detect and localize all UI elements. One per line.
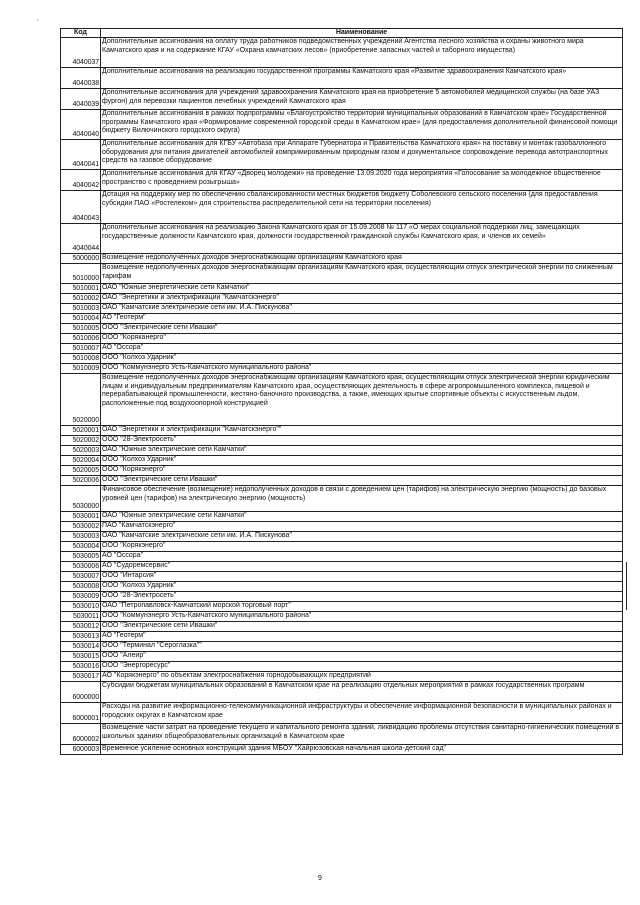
row-code: 4040037 [61,38,101,68]
table-row [61,672,623,682]
corner-mark: ' [37,20,39,26]
table-row [61,224,623,254]
table-row [61,68,623,89]
row-name: Дополнительные ассигнования на реализацию Закона Камчатского края от 15.09.2008 № 117 «О мерах социальной поддержки лиц, замещающих государственные должности Камчатского края, должности государственной гражданской службы Камчатского края, и членов их семей» [101,224,623,254]
row-name: ООО "Электрические сети Ивашки" [101,622,623,632]
row-code: 5030010 [61,602,101,612]
row-code: 5020005 [61,466,101,476]
row-code: 5000000 [61,254,101,264]
table-row [61,254,623,264]
table-row [61,552,623,562]
row-name: Возмещение части затрат на проведение текущего и капитального ремонта зданий, ликвидацию проблемы отсутствия санитарно-гигиенических помещений в школьных зданиях общеобразовательных организаций в Камчатском крае [101,724,623,745]
row-code: 6000002 [61,724,101,745]
row-name: Финансовое обеспечение (возмещение) недополученных доходов в связи с доведением цен (тарифов) на электрическую энергию (мощность) до базовых уровней цен (тарифов) на электрическую энергию (мощность) [101,486,623,512]
table-row [61,304,623,314]
row-name: Субсидии бюджетам муниципальных образований в Камчатском крае на реализацию отдельных мероприятий в рамках государственных программ [101,682,623,703]
row-code: 5030017 [61,672,101,682]
row-code: 5030004 [61,542,101,552]
table-row [61,374,623,426]
row-name: Дополнительные ассигнования для КГАУ «Дворец молодежи» на проведение 13.09.2020 года мероприятия «Голосование за молодежное общественное пространство с проведением розыгрыша» [101,170,623,191]
table-row [61,572,623,582]
row-code: 4040043 [61,191,101,224]
row-name: ООО "Корякэнерго" [101,542,623,552]
table-row [61,191,623,224]
row-name: ОАО "Южные электрические сети Камчатки" [101,446,623,456]
row-code: 4040040 [61,110,101,140]
table-row [61,456,623,466]
row-code: 6000000 [61,682,101,703]
row-code: 5030015 [61,652,101,662]
table-row [61,522,623,532]
row-code: 5010004 [61,314,101,324]
table-row [61,652,623,662]
row-name: ООО "Корякэнерго" [101,466,623,476]
row-name: ООО "28-Электросеть" [101,592,623,602]
row-code: 5020004 [61,456,101,466]
row-name: ООО "Коммунэнерго Усть-Камчатского муниципального района" [101,364,623,374]
row-code: 5030006 [61,562,101,572]
table-row [61,89,623,110]
row-code: 6000001 [61,703,101,724]
table-row [61,532,623,542]
row-code: 5030005 [61,552,101,562]
row-name: ООО "Энергоресурс" [101,662,623,672]
row-code: 5030000 [61,486,101,512]
table-row [61,314,623,324]
row-name: АО "Оссора" [101,344,623,354]
table-row [61,264,623,284]
row-name: АО "Геотерм" [101,632,623,642]
header-row [61,29,623,38]
row-code: 5010009 [61,364,101,374]
table-row [61,724,623,745]
row-code: 5020006 [61,476,101,486]
row-name: АО "Корякэнерго" по объектам электроснабжения горнодобывающих предприятий [101,672,623,682]
table-row [61,436,623,446]
row-code: 5010005 [61,324,101,334]
table-row [61,110,623,140]
row-code: 5030003 [61,532,101,542]
table-row [61,622,623,632]
row-code: 5030001 [61,512,101,522]
row-name: ОАО "Южные энергетические сети Камчатки" [101,284,623,294]
row-code: 5030002 [61,522,101,532]
row-name: Дополнительные ассигнования для КГБУ «Автобаза при Аппарате Губернатора и Правительства Камчатского края» на поставку и монтаж газобаллонного оборудования для питания двигателей автомобилей компримированным природным газом и документальное сопровождение перевода автотранспортных средств на газовое оборудование [101,140,623,170]
table-row [61,38,623,68]
row-name: Дополнительные ассигнования на оплату труда работников подведомственных учреждений Агентства лесного хозяйства и охраны животного мира Камчатского края и на содержание КГАУ «Охрана камчатских лесов» (приобретение запасных частей и таборного имущества) [101,38,623,68]
row-code: 5030016 [61,662,101,672]
row-code: 5010000 [61,264,101,284]
row-name: ООО "Электрические сети Ивашки" [101,324,623,334]
page-number: 9 [318,875,322,882]
row-code: 5030009 [61,592,101,602]
row-code: 5010001 [61,284,101,294]
table-row [61,486,623,512]
row-name: ОАО "Энергетики и электрификации "Камчатскэнерго"" [101,426,623,436]
row-code: 5030012 [61,622,101,632]
row-name: ОАО "Камчатские электрические сети им. И.А. Пискунова" [101,304,623,314]
row-name: ООО "Алеир" [101,652,623,662]
table-row [61,632,623,642]
row-code: 5010006 [61,334,101,344]
table-row [61,602,623,612]
row-code: 5020002 [61,436,101,446]
table-row [61,294,623,304]
table-row [61,582,623,592]
table-row [61,324,623,334]
row-code: 6000003 [61,745,101,755]
table-row [61,662,623,672]
row-code: 5010007 [61,344,101,354]
table-row [61,334,623,344]
table-row [61,426,623,436]
table-row [61,542,623,552]
table-row [61,745,623,755]
row-name: Дополнительные ассигнования в рамках подпрограммы «Благоустройство территорий муниципальных образований в Камчатском крае» Государственной программы Камчатского края «Формирование современной городской среды в Камчатском крае» (для предоставления дополнительной финансовой помощи бюджету Вилючинского городского округа) [101,110,623,140]
name-header: Наименование [101,29,623,38]
code-header: Код [61,29,101,38]
table-row [61,140,623,170]
table-row [61,642,623,652]
table-row [61,446,623,456]
table-row [61,344,623,354]
row-name: ООО "Колхоз Ударник" [101,456,623,466]
table-row [61,562,623,572]
row-name: Дополнительные ассигнования для учреждений здравоохранения Камчатского края на приобретение 5 автомобилей медицинской службы (на базе УАЗ фургон) для перевозки пациентов лечебных учреждений Камчатского края [101,89,623,110]
row-code: 5020001 [61,426,101,436]
row-code: 5030014 [61,642,101,652]
row-name: ООО "Коряканерго" [101,334,623,344]
row-code: 5020003 [61,446,101,456]
row-name: Возмещение недополученных доходов энергоснабжающим организациям Камчатского края, осуществляющим отпуск электрической энергии по сниженным тарифам [101,264,623,284]
row-name: ООО "Терминал "Сероглазка"" [101,642,623,652]
table-body [61,38,623,755]
row-name: ПАО "Камчатскэнерго" [101,522,623,532]
row-name: ООО "Электрические сети Ивашки" [101,476,623,486]
table-row [61,592,623,602]
table-row [61,466,623,476]
row-name: ОАО "Южные электрические сети Камчатки" [101,512,623,522]
table-row [61,612,623,622]
row-code: 5030008 [61,582,101,592]
row-code: 5010003 [61,304,101,314]
row-name: ОАО "Петропавловск-Камчатский морской торговый порт" [101,602,623,612]
row-name: ООО "Коммунэнерго Усть-Камчатского муниципального района" [101,612,623,622]
row-code: 4040038 [61,68,101,89]
row-code: 4040042 [61,170,101,191]
row-code: 5020000 [61,374,101,426]
row-name: Расходы на развитие информационно-телекоммуникационной инфраструктуры и обеспечение информационной безопасности в муниципальных районах и городских округах в Камчатском крае [101,703,623,724]
row-name: ОАО "Энергетики и электрификации "Камчатскэнерго" [101,294,623,304]
row-code: 5010002 [61,294,101,304]
row-name: ООО "Интарсия" [101,572,623,582]
row-name: ООО "Колхоз Ударник" [101,582,623,592]
row-name: Возмещение недополученных доходов энергоснабжающим организациям Камчатского края, осуществляющим отпуск электрической энергии юридическим лицам и индивидуальным предпринимателям Камчатского края, осуществляющих деятельность в сфере агропромышленного комплекса, пищевой и перерабатывающей промышленности, жестяно-баночного производства, а также, имеющих крытые спортивные объекты с искусственным льдом, расположенные под воздухоопорной конструкцией [101,374,623,426]
table-row [61,284,623,294]
code-table [60,28,623,755]
table-row [61,682,623,703]
table-row [61,170,623,191]
table-row [61,364,623,374]
row-name: ОАО "Камчатские электрические сети им. И.А. Пискунова" [101,532,623,542]
table-row [61,512,623,522]
table-row [61,354,623,364]
row-code: 5030007 [61,572,101,582]
row-name: ООО "28-Электросеть" [101,436,623,446]
row-code: 4040041 [61,140,101,170]
row-name: Дополнительные ассигнования на реализацию государственной программы Камчатского края «Развитие здравоохранения Камчатского края» [101,68,623,89]
row-code: 5010008 [61,354,101,364]
row-name: АО "Геотерм" [101,314,623,324]
row-name: Дотация на поддержку мер по обеспечению сбалансированности местных бюджетов бюджету Соболевского сельского поселения (для предоставления субсидии ПАО «Ростелеком» для строительства распределительной сети на территории поселения) [101,191,623,224]
margin-line [626,562,627,610]
row-name: Возмещение недополученных доходов энергоснабжающим организациям Камчатского края [101,254,623,264]
row-name: ООО "Колхоз Ударник" [101,354,623,364]
row-name: АО "Судоремсервис" [101,562,623,572]
row-code: 5030013 [61,632,101,642]
row-code: 5030011 [61,612,101,622]
row-code: 4040039 [61,89,101,110]
row-code: 4040044 [61,224,101,254]
table-row [61,476,623,486]
table-row [61,703,623,724]
row-name: АО "Оссора" [101,552,623,562]
row-name: Временное усиление основных конструкций здания МБОУ "Хайрюзовская начальная школа-детский сад" [101,745,623,755]
